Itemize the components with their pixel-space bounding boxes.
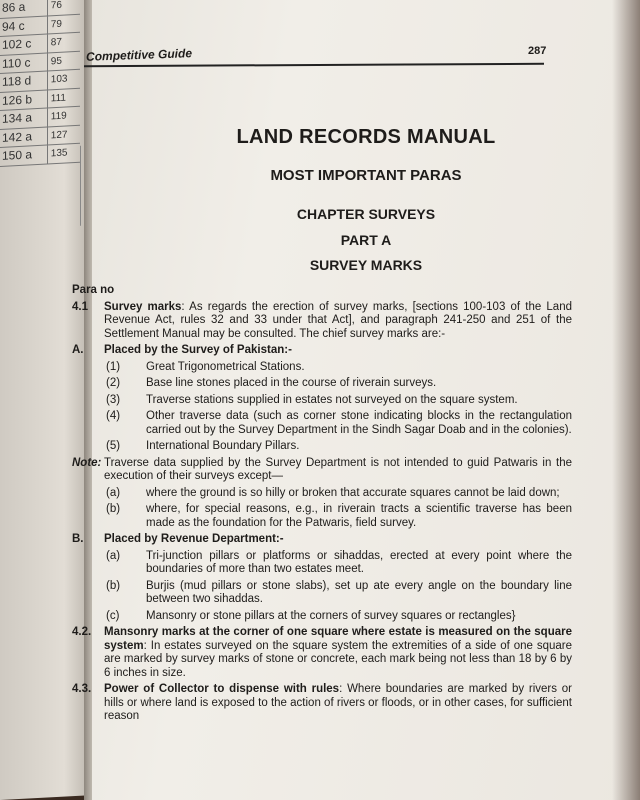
para-text: : As regards the erection of survey marks, [sections 100-103 of the Land Revenue Act, rules 32 and 33 under that Act], and paragraph 241-250 and 251 of the Settlement Manual may be consulted. The chief survey marks are:- — [104, 300, 572, 340]
para-4-1 — [72, 301, 572, 342]
para-label: Para no — [72, 284, 115, 296]
note-label: Note: — [72, 456, 102, 469]
section-title: SURVEY MARKS — [309, 257, 423, 273]
table-empty-area — [0, 146, 81, 230]
list-item: (4) Other traverse data (such as corner stone indicating blocks in the rectangulation carried out by the Survey Department in the Sindh Sagar Doab and in the colonies). — [106, 410, 572, 436]
para-number: 4.3. — [72, 683, 92, 695]
table-row: 118 d 103 — [0, 70, 80, 93]
list-item: (b) Burjis (mud pillars or stone slabs), set up ate every angle on the boundary line between two sihaddas. — [106, 579, 572, 605]
header-rule — [84, 63, 544, 67]
para-text: : Where boundaries are marked by rivers or hills or where land is exposed to the action of rivers or floods, or in other cases, for sufficient reason — [104, 683, 572, 722]
table-row: 86 a 76 — [0, 0, 80, 19]
page-edge-shadow — [612, 0, 640, 800]
table-row: 134 a 119 — [0, 107, 80, 130]
list-item: (5) International Boundary Pillars. — [106, 440, 300, 452]
book-page — [72, 0, 640, 800]
list-item: (a) where the ground is so hilly or broken that accurate squares cannot be laid down; — [106, 486, 560, 499]
para-text: : In estates surveyed on the square system the extremities of a side of one square are marked by survey marks of stone or concrete, each mark being not less than 18 by 6 by 6 inches in size. — [104, 639, 572, 679]
table-row: 142 a 127 — [0, 125, 80, 148]
para-number: 4.1 — [72, 300, 88, 313]
section-a — [72, 344, 572, 358]
left-page-table — [0, 0, 80, 167]
table-row: 94 c 79 — [0, 14, 80, 37]
list-item: (3) Traverse stations supplied in estates not surveyed on the square system. — [106, 393, 518, 406]
note — [72, 457, 572, 484]
para-heading: Survey marks — [104, 300, 182, 313]
list-item: (1) Great Trigonometrical Stations. — [106, 360, 305, 373]
para-number: 4.2. — [72, 626, 92, 638]
part-title: PART A — [340, 232, 392, 248]
header-label: Competitive Guide — [85, 46, 193, 64]
list-item: (b) where, for special reasons, e.g., in riverain tracts a scientific traverse has been made as the foundation for the Patwaris, field survey. — [106, 503, 572, 529]
para-heading: Power of Collector to dispense with rules — [104, 683, 340, 695]
section-heading: Placed by the Survey of Pakistan:- — [104, 344, 292, 356]
list-item: (c) Mansonry or stone pillars at the corners of survey squares or rectangles} — [106, 609, 516, 622]
main-title: LAND RECORDS MANUAL — [236, 126, 496, 148]
table-row: 150 a 135 — [0, 144, 80, 167]
section-heading: Placed by Revenue Department:- — [104, 533, 284, 545]
para-4-3 — [72, 683, 572, 724]
table-row: 110 c 95 — [0, 51, 80, 74]
table-row: 126 b 111 — [0, 88, 80, 111]
section-label: A. — [72, 344, 84, 356]
list-item: (2) Base line stones placed in the course of riverain surveys. — [106, 377, 437, 389]
subtitle: MOST IMPORTANT PARAS — [270, 167, 462, 184]
para-4-2 — [72, 626, 572, 680]
section-label: B. — [72, 533, 84, 545]
note-text: Traverse data supplied by the Survey Department is not intended to guid Patwaris in the execution of their surveys except— — [104, 456, 572, 482]
chapter-title: CHAPTER SURVEYS — [296, 206, 436, 222]
page-number: 287 — [528, 45, 547, 57]
section-b — [72, 533, 572, 547]
page-content — [72, 284, 572, 727]
para-heading: Mansonry marks at the corner of one square where estate is measured on the square system — [104, 626, 572, 652]
para-label-line — [72, 284, 572, 298]
list-item: (a) Tri-junction pillars or platforms or sihaddas, erected at every point where the boundaries of more than two estates meet. — [106, 549, 572, 575]
table-row: 102 c 87 — [0, 33, 80, 56]
page-header — [85, 36, 640, 66]
